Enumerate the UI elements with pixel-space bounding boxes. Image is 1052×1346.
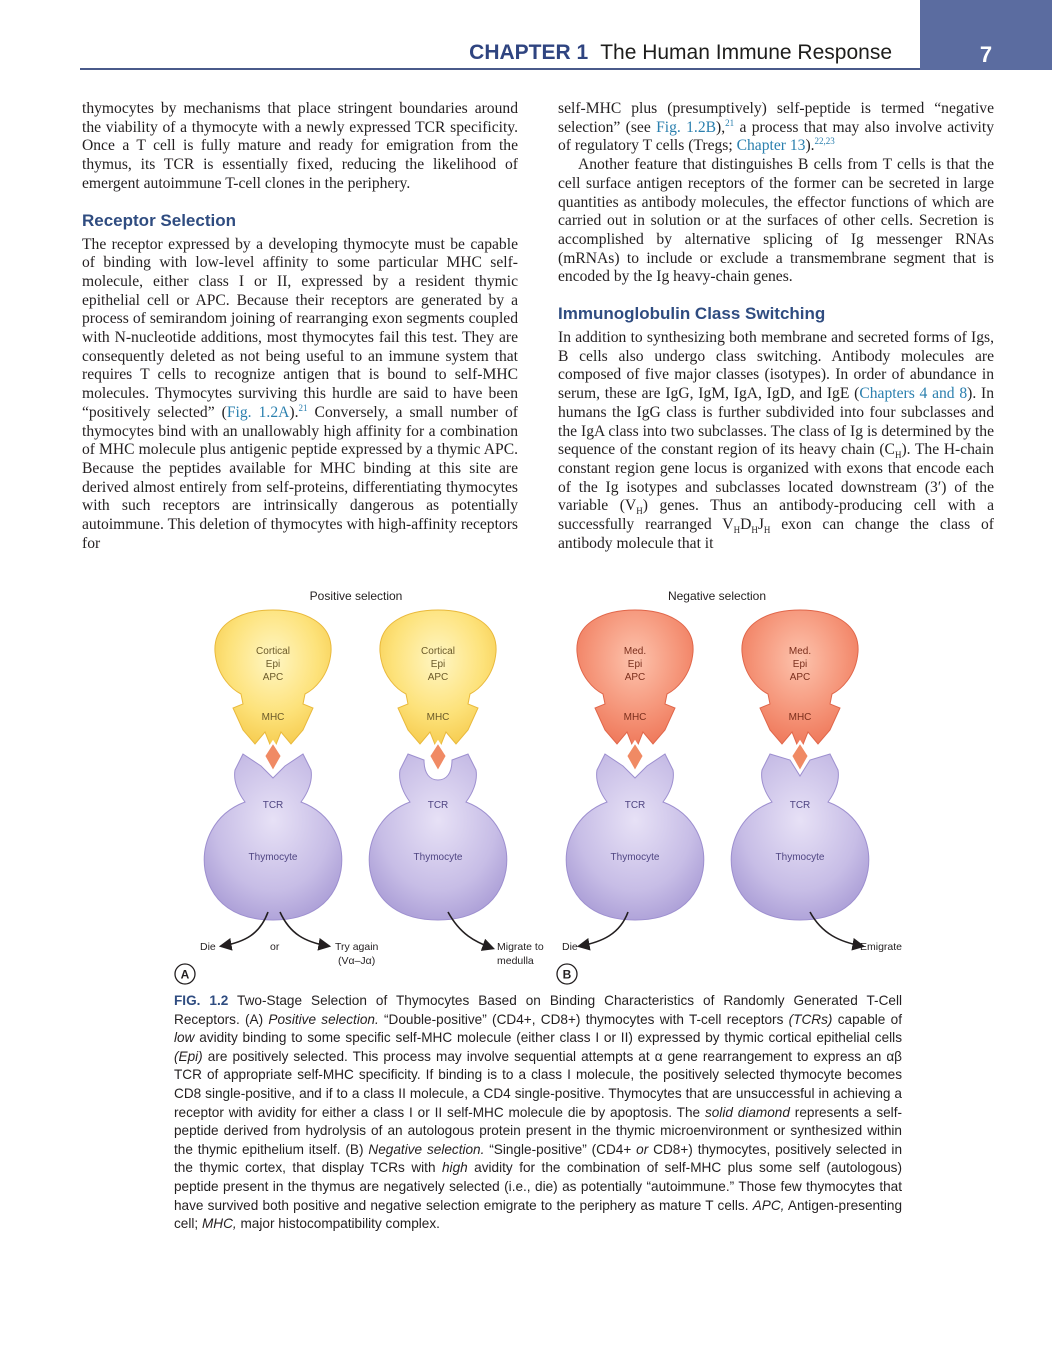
apc-label-line1: Cortical (421, 646, 455, 657)
outcome-or: or (270, 941, 280, 953)
thymocyte-label: Thymocyte (610, 852, 660, 863)
subscript: H (894, 450, 902, 461)
tcr-thymocyte-cell (204, 754, 341, 920)
mhc-label: MHC (261, 712, 285, 723)
text-run: represents a self-peptide derived from hydrolysis of an autologous protein present in the thymic microenvironment or synthesized within the thymic epithelium itself. (B) (174, 1104, 903, 1157)
text-run: “Double-positive” (CD4+, CD8+) thymocytes with T-cell receptors (378, 1011, 789, 1027)
figure-link[interactable]: Fig. 1.2A (226, 403, 290, 421)
apc-label-line1: Med. (623, 646, 647, 657)
apc-label-line1: Cortical (256, 646, 290, 657)
mhc-label: MHC (788, 712, 812, 723)
text-run: a process that may also involve activity of regulatory T cells (Tregs; (558, 118, 994, 155)
chapter-link[interactable]: Chapters 4 and 8 (859, 385, 968, 403)
italic-run: or (636, 1141, 649, 1157)
italic-run: MHC, (201, 1216, 237, 1232)
apc-label-line3: APC (427, 672, 449, 683)
apc-label-line3: APC (789, 672, 811, 683)
left-column (82, 100, 518, 553)
text-run: In addition to synthesizing both membrane and secreted forms of Igs, B cells also undergo class switching. Antibody molecules are composed of five major classes (isotypes). In order of abundance in serum, these are IgG, IgM, IgA, IgD, and IgE ( (558, 329, 994, 403)
paragraph: thymocytes by mechanisms that place stringent boundaries around the viability of a thymocyte with a newly expressed TCR specificity. Once a T cell is fully mature and ready for emigration from the thymus, its TCR is essentially fixed, reducing the likelihood of emergent autoimmune T-cell clones in the periphery. (82, 100, 518, 192)
chapter-title: The Human Immune Response (600, 41, 892, 64)
mhc-label: MHC (426, 712, 450, 723)
apc-label-line3: APC (262, 672, 284, 683)
text-run: self-MHC plus (presumptively) self-peptide is termed “negative selection” (see (558, 100, 994, 136)
tcr-thymocyte-cell (731, 754, 868, 920)
outcome-try-again-sub: (Vα–Jα) (338, 955, 376, 967)
thymocyte-label: Thymocyte (413, 852, 463, 863)
chapter-label: CHAPTER 1 (469, 41, 589, 64)
reference-link[interactable]: 22,23 (814, 136, 835, 147)
tcr-label: TCR (262, 800, 284, 811)
text-run: CD8+) thymocytes, positively selected in the thymic cortex, that display TCRs with (174, 1141, 902, 1176)
tcr-label: TCR (624, 800, 646, 811)
text-run: exon can change the class of antibody molecule that it (558, 516, 994, 552)
mhc-label: MHC (623, 712, 647, 723)
self-peptide-diamond (429, 742, 447, 772)
text-run: J (757, 516, 764, 534)
section-heading: Receptor Selection (82, 210, 236, 230)
text-run: ). In humans the IgG class is further subdivided into four subclasses and the IgA class into two subclasses. The class of Ig is determined by the sequence of the constant region of its heavy chain (C (558, 385, 994, 459)
negative-selection-title: Negative selection (667, 589, 767, 603)
paragraph: Another feature that distinguishes B cells from T cells is that the cell surface antigen receptors of the former can be secreted in large quantities as antibody molecules, the effector functions of which are carried out in solution or at the surfaces of other cells. Secretion is accomplished by alternative splicing of Ig messenger RNAs (mRNAs) to include or exclude a transmembrane segment that is encoded by the Ig heavy-chain genes. (558, 156, 994, 286)
figure-label: FIG. 1.2 (174, 993, 229, 1008)
italic-run: Negative selection. (368, 1141, 485, 1157)
right-column (558, 100, 994, 553)
text-run: major histocompatibility complex. (236, 1216, 440, 1232)
italic-run: APC, (752, 1197, 785, 1213)
paragraph (558, 100, 994, 156)
figure-link[interactable]: Fig. 1.2B (656, 118, 717, 136)
header-rule (80, 68, 920, 70)
text-run: Conversely, a small number of thymocytes bind with an unallowably high affinity for a combination of MHC molecule plus antigenic peptide expressed by a thymic APC. Because the peptides available for MHC binding at this site are derived almost entirely from self-proteins, differentiating thymocytes with such receptors are intrinsically dangerous as potentially autoimmune. This deletion of thymocytes with high-affinity receptors for (82, 403, 518, 552)
outcome-emigrate: Emigrate (860, 941, 903, 953)
subscript: H (763, 525, 771, 536)
tcr-label: TCR (427, 800, 449, 811)
apc-label-line2: Epi (430, 659, 446, 670)
text-run: avidity binding to some specific self-MHC molecule (either class I or II) expressed by thymic cortical epithelial cells (194, 1030, 902, 1046)
tcr-label: TCR (789, 800, 811, 811)
cell-pair-cortical-2 (369, 610, 506, 920)
italic-run: high (442, 1160, 468, 1176)
text-run: ) genes. Thus an antibody-producing cell with a successfully rearranged V (558, 497, 994, 534)
figure-caption (174, 992, 902, 1234)
text-run: ). The H-chain constant region gene locus is organized with exons that encode each of the Ig isotypes and subclasses located downstream (3′) of the variable (V (558, 441, 994, 515)
self-peptide-diamond (626, 742, 644, 772)
text-run: ). (805, 137, 815, 155)
text-run: avidity for the combination of self-MHC plus some self (autologous) peptide present in the thymus are negatively selected (i.e., die) as potentially “autoimmune.” Those few thymocytes that have survived both positive and negative selection emigrate to the periphery as mature T cells. (174, 1160, 902, 1213)
reference-link[interactable]: 21 (725, 117, 735, 128)
reference-link[interactable]: 21 (298, 402, 308, 413)
apc-label-line2: Epi (792, 659, 808, 670)
outcome-migrate: Migrate to (497, 941, 544, 953)
section-heading: Immunoglobulin Class Switching (558, 304, 826, 324)
paragraph (82, 236, 518, 554)
outcome-die-b: Die (562, 941, 578, 953)
panel-label-b: B (562, 967, 572, 982)
text-run: ). (289, 403, 299, 421)
panel-label-a: A (180, 967, 190, 982)
italic-run: Positive selection. (268, 1011, 379, 1027)
cell-pair-cortical-1 (204, 610, 341, 920)
apc-label-line3: APC (624, 672, 646, 683)
running-title (469, 41, 892, 65)
cell-pair-medullary-2 (731, 610, 868, 920)
outcome-migrate-sub: medulla (497, 955, 534, 967)
chapter-link[interactable]: Chapter 13 (736, 137, 806, 155)
subscript: H (733, 525, 741, 536)
thymocyte-label: Thymocyte (775, 852, 825, 863)
page-number: 7 (979, 42, 993, 67)
page-header (0, 0, 1052, 70)
text-run: The receptor expressed by a developing thymocyte must be capable of binding with low-level affinity to some particular MHC self-molecule, either class I or II, expressed by a resident thymic epithelial cell or APC. Because their receptors are generated by a process of semirandom joining of rearranging exon segments coupled with N-nucleotide additions, most thymocytes fail this test. They are consequently deleted as not being useful to an immune system that requires T cells to recognize antigen that is bound to self-MHC molecules. Thymocytes surviving this hurdle are said to have been “positively selected” ( (82, 235, 518, 421)
self-peptide-diamond (264, 742, 282, 772)
outcome-try-again: Try again (335, 941, 379, 953)
text-run: Antigen-presenting cell; (174, 1197, 903, 1232)
tcr-thymocyte-cell (369, 754, 506, 920)
apc-label-line2: Epi (627, 659, 643, 670)
text-run: D (740, 516, 752, 534)
italic-run: low (174, 1030, 195, 1046)
paragraph (558, 329, 994, 553)
italic-run: (TCRs) (788, 1011, 833, 1027)
caption-title: Two-Stage Selection of Thymocytes Based on Binding Characteristics of Randomly Generated T-Cell Receptors. (174, 993, 902, 1027)
text-run: ), (716, 118, 726, 136)
italic-run: solid diamond (704, 1104, 790, 1120)
tcr-thymocyte-cell (566, 754, 703, 920)
text-run: (A) (239, 1011, 269, 1027)
italic-run: (Epi) (174, 1048, 203, 1064)
apc-label-line1: Med. (788, 646, 812, 657)
apc-label-line2: Epi (265, 659, 281, 670)
text-run: capable of (832, 1011, 902, 1027)
cell-pair-medullary-1 (566, 610, 703, 920)
thymocyte-label: Thymocyte (248, 852, 298, 863)
subscript: H (751, 525, 758, 536)
figure-selection-diagram (170, 582, 910, 992)
positive-selection-title: Positive selection (309, 589, 403, 603)
text-run: are positively selected. This process may involve sequential attempts at α gene rearrangement to express an αβ TCR of appropriate self-MHC specificity. If binding is to a class I molecule, the positively selected thymocyte becomes CD8 single-positive, and if to a class II molecule, a CD4 single-positive. Thymocytes that are unsuccessful in achieving a receptor with avidity for either a class I or II self-MHC molecule die by apoptosis. The (174, 1048, 902, 1120)
outcome-die-a: Die (200, 941, 216, 953)
subscript: H (636, 506, 643, 517)
text-run: “Single-positive” (CD4+ (484, 1141, 637, 1157)
